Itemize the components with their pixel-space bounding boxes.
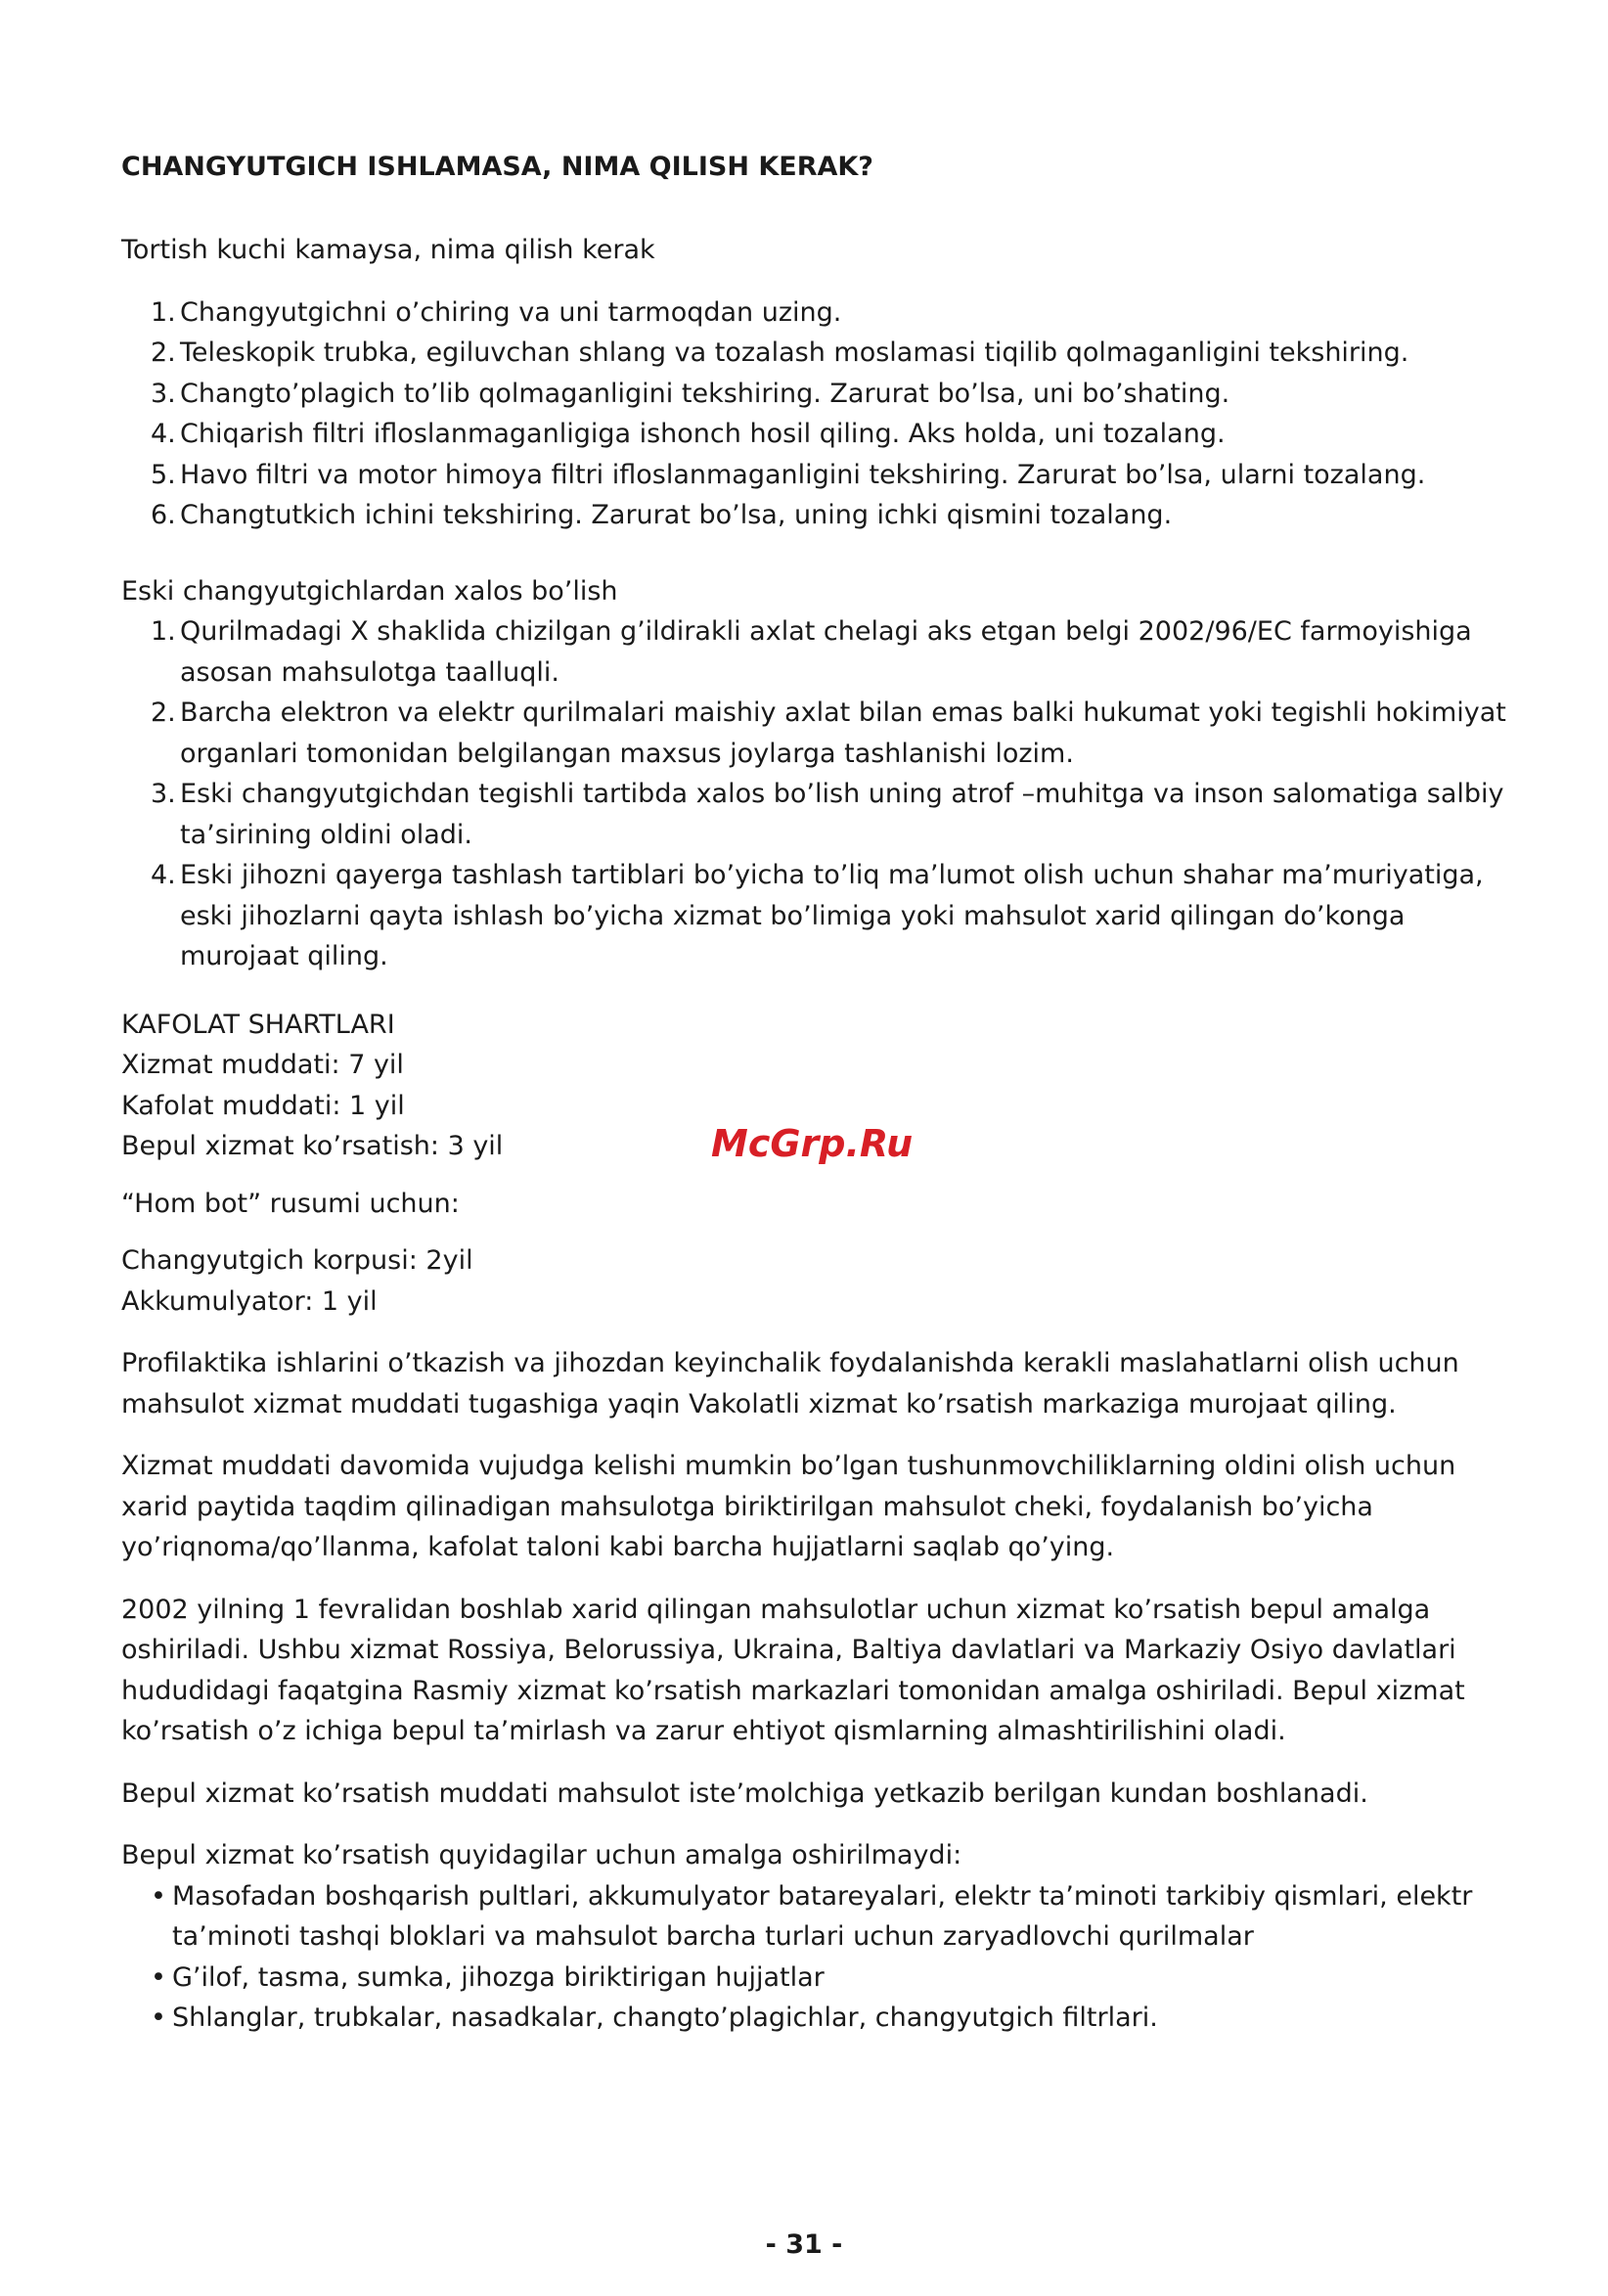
- list-item: 1. Qurilmadagi X shaklida chizilgan g’ildirakli axlat chelagi aks etgan belgi 2002/96/EC farmoyishiga asosan mahsulotga taalluqli.: [151, 616, 1472, 688]
- paragraph-free-service: 2002 yilning 1 fevralidan boshlab xarid qilingan mahsulotlar uchun xizmat ko’rsatish bepul amalga oshiriladi. Ushbu xizmat Rossiya, Belorussiya, Ukraina, Baltiya davlatlari va Markaziy Osiyo davlatlari hududidagi faqatgina Rasmiy xizmat ko’rsatish markazlari tomonidan amalga oshiriladi. Bepul xizmat ko’rsatish o’z ichiga bepul ta’mirlash va zarur ehtiyot qismlarning almashtirilishini oladi.: [121, 1594, 1465, 1746]
- paragraph-exclusions-intro: Bepul xizmat ko’rsatish quyidagilar uchun amalga oshirilmaydi:: [121, 1840, 962, 1870]
- list-item: 3. Changto’plagich to’lib qolmaganligini tekshiring. Zarurat bo’lsa, uni bo’shating.: [151, 378, 1230, 409]
- list-item: 5. Havo filtri va motor himoya filtri ifloslanmaganligini tekshiring. Zarurat bo’lsa, ularni tozalang.: [151, 459, 1426, 490]
- warranty-period: Kafolat muddati: 1 yil: [121, 1090, 405, 1121]
- list-item: 2. Barcha elektron va elektr qurilmalari maishiy axlat bilan emas balki hukumat yoki tegishli hokimiyat organlari tomonidan belgilangan maxsus joylarga tashlanishi lozim.: [151, 698, 1506, 769]
- list-item: 6. Changtutkich ichini tekshiring. Zarurat bo’lsa, uning ichki qismini tozalang.: [151, 500, 1173, 530]
- hombot-intro: “Hom bot” rusumi uchun:: [121, 1188, 460, 1219]
- list-item: • Shlanglar, trubkalar, nasadkalar, changto’plagichlar, changyutgich filtrlari.: [151, 2003, 1158, 2033]
- suction-steps-list: [121, 293, 1530, 536]
- page-number: - 31 -: [765, 2229, 843, 2260]
- paragraph-maintenance: Profilaktika ishlarini o’tkazish va jihozdan keyinchalik foydalanishda kerakli maslahatlarni olish uchun mahsulot xizmat muddati tugashiga yaqin Vakolatli xizmat ko’rsatish markaziga murojaat qiling.: [121, 1348, 1459, 1419]
- page-title: CHANGYUTGICH ISHLAMASA, NIMA QILISH KERAK?: [121, 152, 873, 182]
- body-period: Changyutgich korpusi: 2yil: [121, 1245, 473, 1276]
- list-item: 4. Chiqarish filtri ifloslanmaganligiga ishonch hosil qiling. Aks holda, uni tozalang.: [151, 419, 1226, 449]
- disposal-intro: Eski changyutgichlardan xalos bo’lish: [121, 575, 618, 607]
- watermark: McGrp.Ru: [711, 1122, 914, 1165]
- list-item: 4. Eski jihozni qayerga tashlash tartiblari bo’yicha to’liq ma’lumot olish uchun shahar ma’muriyatiga, eski jihozlarni qayta ishlash bo’yicha xizmat bo’limiga yoki mahsulot xarid qilingan do’konga murojaat qiling.: [151, 860, 1484, 971]
- disposal-steps-list: [121, 611, 1530, 977]
- battery-period: Akkumulyator: 1 yil: [121, 1285, 378, 1317]
- page-content: [121, 147, 1530, 2039]
- paragraph-service-start: Bepul xizmat ko’rsatish muddati mahsulot iste’molchiga yetkazib berilgan kundan boshlanadi.: [121, 1778, 1368, 1809]
- service-life: Xizmat muddati: 7 yil: [121, 1050, 404, 1080]
- free-service-period: Bepul xizmat ko’rsatish: 3 yil: [121, 1131, 504, 1161]
- warranty-title: KAFOLAT SHARTLARI: [121, 1009, 395, 1040]
- list-item: • Masofadan boshqarish pultlari, akkumulyator batareyalari, elektr ta’minoti tarkibiy qismlari, elektr ta’minoti tashqi bloklari va mahsulot barcha turlari uchun zaryadlovchi qurilmalar: [151, 1880, 1473, 1952]
- list-item: 3. Eski changyutgichdan tegishli tartibda xalos bo’lish uning atrof –muhitga va inson salomatiga salbiy ta’sirining oldini oladi.: [151, 779, 1504, 850]
- suction-intro: Tortish kuchi kamaysa, nima qilish kerak: [121, 235, 655, 265]
- list-item: 2. Teleskopik trubka, egiluvchan shlang va tozalash moslamasi tiqilib qolmaganligini tekshiring.: [151, 338, 1409, 368]
- list-item: 1. Changyutgichni o’chiring va uni tarmoqdan uzing.: [151, 296, 842, 328]
- paragraph-documents: Xizmat muddati davomida vujudga kelishi mumkin bo’lgan tushunmovchiliklarning oldini olish uchun xarid paytida taqdim qilinadigan mahsulotga biriktirilgan mahsulot cheki, foydalanish bo’yicha yo’riqnoma/qo’llanma, kafolat taloni kabi barcha hujjatlarni saqlab qo’ying.: [121, 1451, 1456, 1562]
- list-item: • G’ilof, tasma, sumka, jihozga biriktirigan hujjatlar: [151, 1961, 825, 1993]
- exclusions-list: [121, 1876, 1530, 2039]
